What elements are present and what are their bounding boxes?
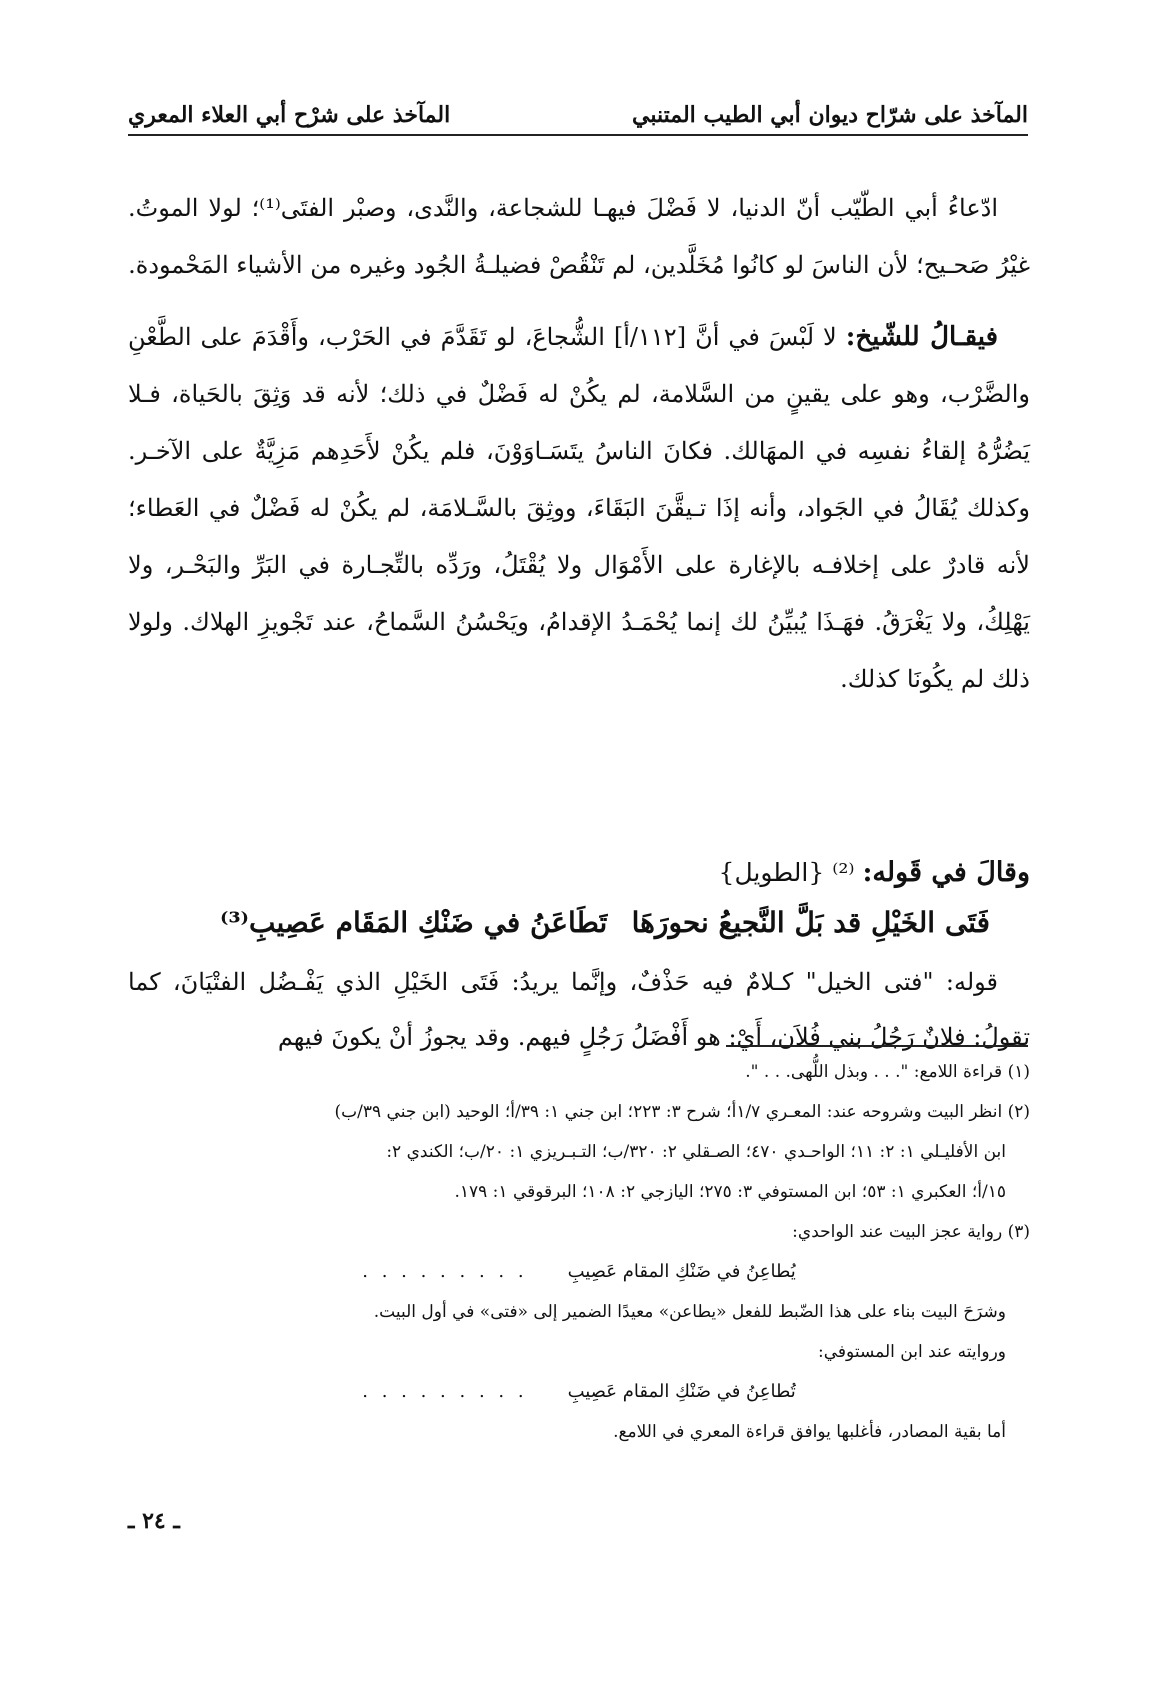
header-left-title: المآخذ على شرْح أبي العلاء المعري <box>128 102 451 128</box>
paragraph-2 <box>128 309 1030 708</box>
footnotes <box>128 1052 1030 1452</box>
footnote-2-line-1: (٢) انظر البيت وشروحه عند: المعـري ١/٧أ؛ شرح ٣: ٢٢٣؛ ابن جني ١: ٣٩/أ؛ الوحيد (ابن جني ٣٩/ب) <box>334 1102 1030 1122</box>
footnote-1: (١) قراءة اللامع: ". . . وبذل اللُّهى. . . ". <box>745 1062 1030 1082</box>
paragraph-1: ادّعاءُ أبي الطّيّب أنّ الدنيا، لا فَضْلَ فيهـا للشجاعة، والنَّدى، وصبْر الفتَى⁽¹⁾؛ لولا الموتُ. غيْرُ صَحـيح؛ لأن الناسَ لو كانُوا مُخَلَّدين، لم تَنْقُصْ فضيلـةُ الجُود وغيره من الأشياء المَحْمودة. <box>128 194 1030 279</box>
footnote-3-verse-2-text: تُطاعِنُ في ضَنْكِ المقام عَصِيبِ <box>567 1381 796 1402</box>
verse-hemistich-1: فَتَى الخَيْلِ قد بَلَّ النَّجيعُ نحورَهَا <box>631 906 990 939</box>
verse <box>220 898 990 948</box>
commentary-text <box>128 955 1030 1065</box>
paragraph-3: قوله: "فتى الخيل" كـلامٌ فيه حَذْفٌ، وإنَّما يريدُ: فَتَى الخَيْلِ الذي يَفْـضُل الفتْيَانَ، كما تقولُ: فلانٌ رَجُلُ بني فُلاَن، أَيْ: هو أَفْضَلُ رَجُلٍ فيهم. وقد يجوزُ أنْ يكونَ فيهم <box>128 968 1030 1051</box>
paragraph-2-text: لا لَبْسَ في أنَّ [١١٢/أ] الشُّجاعَ، لو تَقَدَّمَ في الحَرْب، وأَقْدَمَ على الطَّعْنِ والضَّرْب، وهو على يقينٍ من السَّلامة، لم يكُنْ له فَضْلٌ في ذلك؛ لأنه قد وَثِقَ بالحَياة، فـلا يَضُرُّهُ إلقاءُ نفسِه في المهَالك. فكانَ الناسُ يتَسَـاوَوْنَ، فلم يكُنْ لأَحَدِهم مَزِيَّةٌ على الآخـر. وكذلك يُقَالُ في الجَواد، وأنه إذَا تـيقَّنَ البَقَاءَ، ووثِقَ بالسَّـلامَة، لم يكُنْ له فَضْلٌ في العَطاء؛ لأنه قادرٌ على إخلافـه بالإغارة على الأَمْوَال ولا يُقْتَلُ، ورَدِّه بالتِّجـارة في البَرِّ والبَحْـر، ولا يَهْلِكُ، ولا يَغْرَقُ. فهَـذَا يُبيِّنُ لك إنما يُحْمَـدُ الإقدامُ، ويَحْسُنُ السَّماحُ، عند تَجْويزِ الهلاك. ولولا ذلك لم يكُونَا كذلك. <box>128 323 1031 693</box>
poem-meter: {الطويل} <box>718 858 825 887</box>
footnote-3-note-2: أما بقية المصادر، فأغلبها يوافق قراءة المعري في اللامع. <box>613 1422 1006 1442</box>
header-right-title: المآخذ على شرّاح ديوان أبي الطيب المتنبي <box>632 102 1028 128</box>
footnote-3-verse-1 <box>128 1252 1030 1292</box>
footnote-rule <box>726 1045 1028 1047</box>
header-rule <box>128 134 1028 136</box>
footnote-2-line-3: ١٥/أ؛ العكبري ١: ٥٣؛ ابن المستوفي ٣: ٢٧٥؛ اليازجي ٢: ١٠٨؛ البرقوقي ١: ١٧٩. <box>454 1182 1006 1202</box>
poem-intro <box>128 848 1030 898</box>
page-number: ـ ٢٤ ـ <box>128 1508 180 1534</box>
paragraph-2-lead: فيقـالُ للشّيخ: <box>845 322 999 352</box>
footnote-3-verse-1-text: يُطاعِنُ في ضَنْكِ المقام عَصِيبِ <box>567 1261 796 1282</box>
footnote-3-note-1: وشرَحَ البيت بناء على هذا الضّبط للفعل «يطاعن» معيدًا الضمير إلى «فتى» في أول البيت. <box>373 1302 1006 1322</box>
verse-hemistich-2: تَطَاعَنُ في ضَنْكِ المَقَام عَصِيبِ⁽³⁾ <box>220 906 608 939</box>
running-head <box>128 88 1028 128</box>
footnote-3-intro: (٣) رواية عجز البيت عند الواحدي: <box>792 1222 1030 1242</box>
footnote-3-verse-2-dots: . . . . . . . . . <box>362 1381 528 1402</box>
footnote-3-verse-2 <box>128 1372 1030 1412</box>
footnote-3-verse-1-dots: . . . . . . . . . <box>362 1261 528 1282</box>
footnote-3-intro-2: وروايته عند ابن المستوفي: <box>818 1342 1006 1362</box>
footnote-2-line-2: ابن الأفليـلي ١: ٢: ١١؛ الواحـدي ٤٧٠؛ الصـقلي ٢: ٣٢٠/ب؛ التـبـريزي ١: ٢٠/ب؛ الكندي ٢: <box>386 1142 1006 1162</box>
poem-fn-mark: ⁽²⁾ <box>832 858 855 887</box>
main-text <box>128 180 1030 708</box>
poem-intro-lead: وقالَ في قَوله: <box>862 857 1030 888</box>
